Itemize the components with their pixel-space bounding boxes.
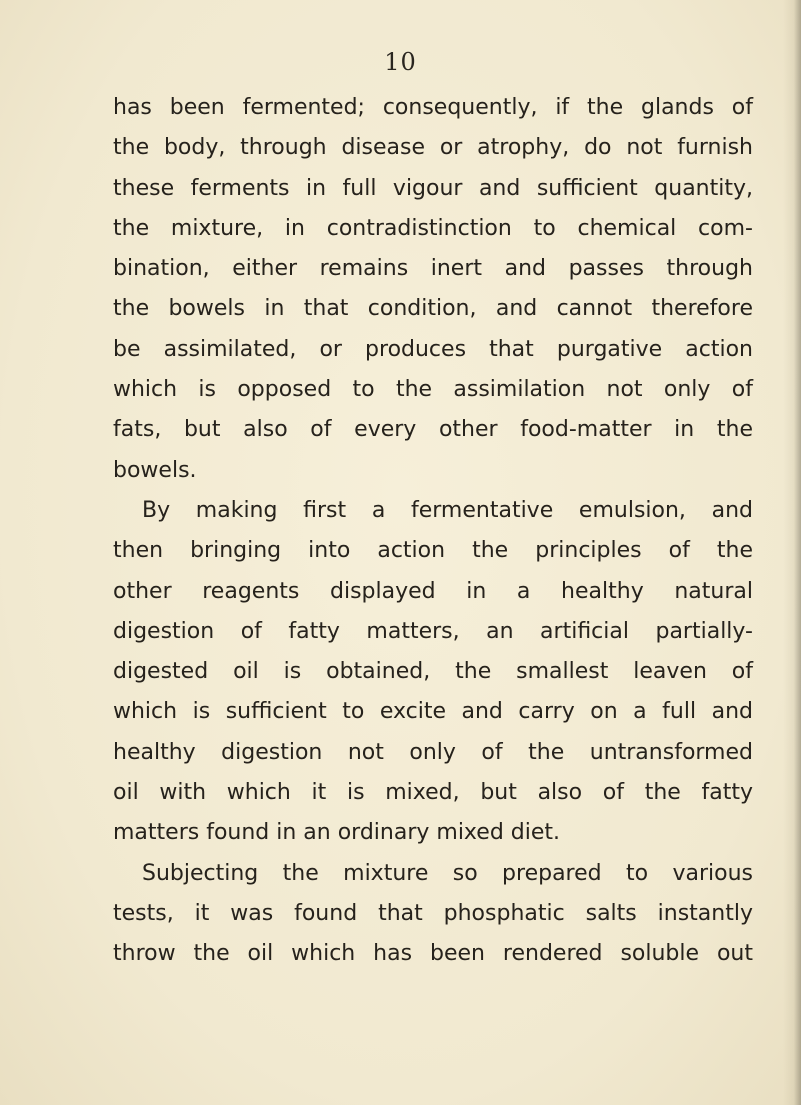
- text-line: throw the oil which has been rendered soluble out: [113, 941, 753, 967]
- text-line: oil with which it is mixed, but also of the fatty: [113, 780, 753, 806]
- text-line: matters found in an ordinary mixed diet.: [113, 820, 561, 846]
- page-edge-shadow: [783, 0, 801, 1105]
- text-line: be assimilated, or produces that purgative action: [113, 336, 753, 362]
- text-line: bination, either remains inert and passes through: [113, 256, 753, 282]
- text-line: tests, it was found that phosphatic salts instantly: [113, 900, 753, 926]
- text-line: fats, but also of every other food-matter in the: [113, 417, 753, 443]
- text-line: bowels.: [113, 457, 197, 483]
- body-text: [113, 88, 753, 975]
- text-line: the bowels in that condition, and cannot therefore: [113, 296, 753, 322]
- text-line: healthy digestion not only of the untransformed: [113, 739, 753, 765]
- text-line: which is opposed to the assimilation not only of: [113, 377, 753, 403]
- text-line: Subjecting the mixture so prepared to various: [142, 860, 753, 886]
- page-number: 10: [384, 48, 417, 76]
- text-line: which is sufficient to excite and carry on a full and: [113, 699, 753, 725]
- text-line: then bringing into action the principles of the: [113, 538, 753, 564]
- text-line: has been fermented; consequently, if the glands of: [113, 95, 753, 120]
- text-line: these ferments in full vigour and sufficient quantity,: [113, 175, 753, 201]
- text-line: digested oil is obtained, the smallest leaven of: [113, 659, 753, 685]
- text-line: digestion of fatty matters, an artificial partially-: [113, 618, 753, 644]
- text-line: other reagents displayed in a healthy natural: [113, 578, 753, 604]
- text-line: By making first a fermentative emulsion, and: [142, 497, 753, 523]
- text-line: the mixture, in contradistinction to chemical com-: [113, 215, 753, 241]
- text-line: the body, through disease or atrophy, do not furnish: [113, 135, 753, 161]
